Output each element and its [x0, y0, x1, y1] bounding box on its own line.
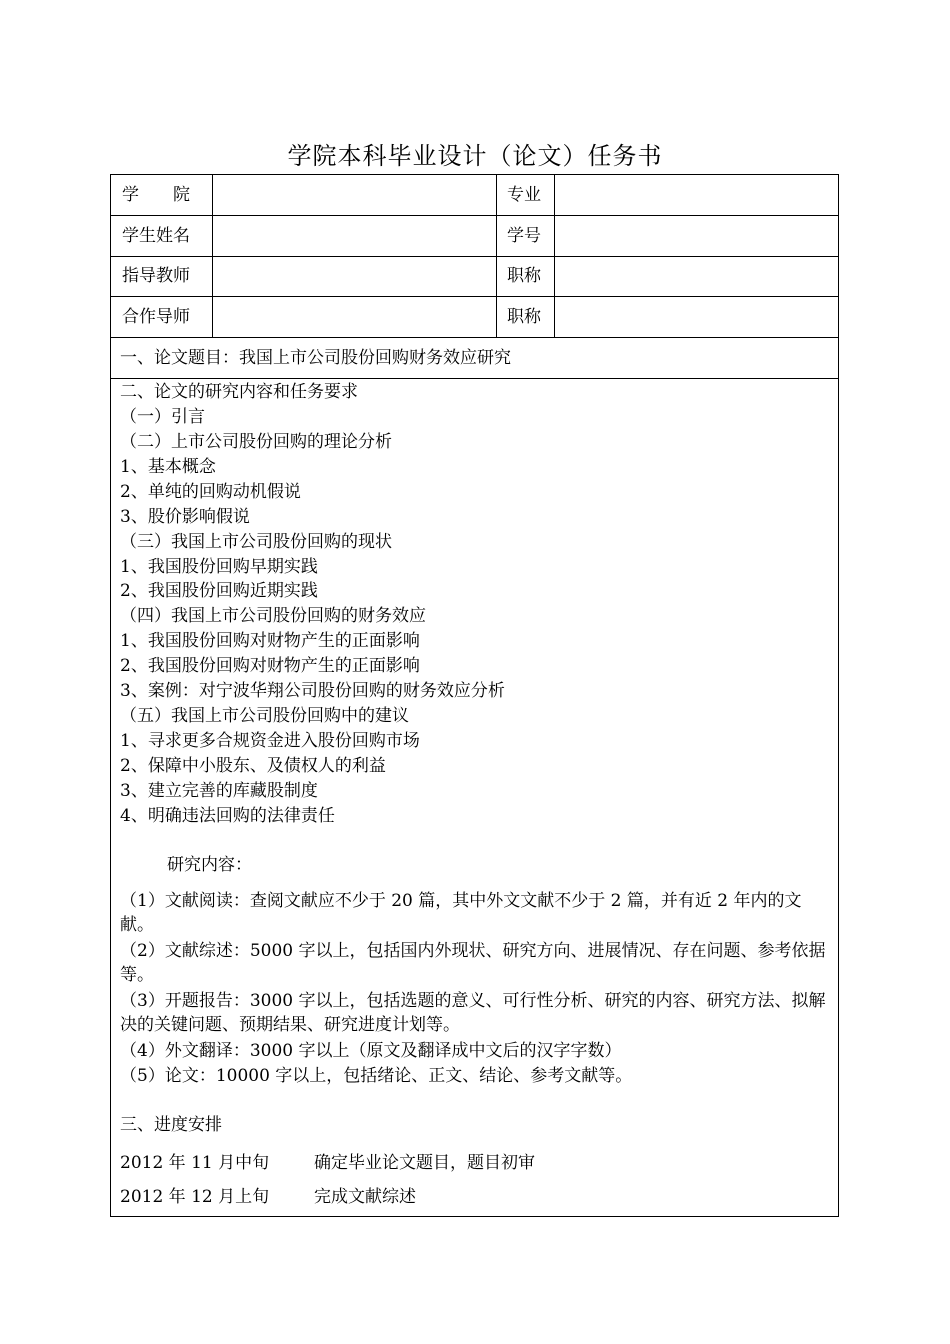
outline-item: 4、明确违法回购的法律责任 — [120, 806, 335, 826]
thesis-topic: 一、论文题目：我国上市公司股份回购财务效应研究 — [120, 348, 511, 368]
outline-item: 3、建立完善的库藏股制度 — [120, 781, 318, 801]
outline-item: 1、我国股份回购早期实践 — [120, 557, 318, 577]
outline-item: 1、寻求更多合规资金进入股份回购市场 — [120, 731, 420, 751]
requirement-item: （1）文献阅读：查阅文献应不少于 20 篇，其中外文文献不少于 2 篇，并有近 2 年内的文献。 — [120, 891, 802, 935]
outline-item: 3、案例：对宁波华翔公司股份回购的财务效应分析 — [120, 681, 505, 701]
label-advisor-title: 职称 — [507, 266, 541, 286]
outline-item: （三）我国上市公司股份回购的现状 — [120, 532, 392, 552]
outline-item: 2、我国股份回购近期实践 — [120, 581, 318, 601]
requirement-item: （3）开题报告：3000 字以上，包括选题的意义、可行性分析、研究的内容、研究方法、拟解决的关键问题、预期结果、研究进度计划等。 — [120, 991, 826, 1035]
outline-item: 3、股价影响假说 — [120, 507, 250, 527]
outline-item: （四）我国上市公司股份回购的财务效应 — [120, 606, 426, 626]
requirement-item: （4）外文翻译：3000 字以上（原文及翻译成中文后的汉字字数） — [120, 1041, 622, 1061]
task-form-table — [110, 174, 839, 1217]
label-advisor: 指导教师 — [122, 266, 190, 286]
label-co-advisor: 合作导师 — [122, 307, 190, 327]
schedule-date: 2012 年 11 月中旬 — [120, 1153, 270, 1173]
outline-item: 1、基本概念 — [120, 457, 216, 477]
outline-item: （一）引言 — [120, 407, 205, 427]
col-divider — [212, 175, 213, 337]
section2-heading: 二、论文的研究内容和任务要求 — [120, 382, 358, 402]
col-divider — [496, 175, 497, 337]
row-divider — [111, 215, 838, 216]
schedule-date: 2012 年 12 月上旬 — [120, 1187, 270, 1207]
label-student-name: 学生姓名 — [122, 226, 190, 246]
document-title: 学院本科毕业设计（论文）任务书 — [287, 142, 663, 170]
section3-heading: 三、进度安排 — [120, 1115, 222, 1135]
label-college: 学 院 — [122, 185, 190, 205]
outline-item: 2、我国股份回购对财物产生的正面影响 — [120, 656, 420, 676]
row-divider — [111, 337, 838, 338]
outline-item: 2、保障中小股东、及债权人的利益 — [120, 756, 386, 776]
requirement-item: （2）文献综述：5000 字以上，包括国内外现状、研究方向、进展情况、存在问题、参考依据等。 — [120, 941, 826, 985]
outline-item: （二）上市公司股份回购的理论分析 — [120, 432, 392, 452]
row-divider — [111, 296, 838, 297]
row-divider — [111, 378, 838, 379]
schedule-task: 完成文献综述 — [314, 1187, 416, 1207]
label-co-advisor-title: 职称 — [507, 307, 541, 327]
outline-item: 2、单纯的回购动机假说 — [120, 482, 301, 502]
label-major: 专业 — [507, 185, 541, 205]
requirement-item: （5）论文：10000 字以上，包括绪论、正文、结论、参考文献等。 — [120, 1066, 633, 1086]
row-divider — [111, 256, 838, 257]
research-content-label: 研究内容： — [167, 855, 252, 875]
outline-item: 1、我国股份回购对财物产生的正面影响 — [120, 631, 420, 651]
schedule-task: 确定毕业论文题目，题目初审 — [314, 1153, 535, 1173]
col-divider — [554, 175, 555, 337]
label-student-id: 学号 — [507, 226, 541, 246]
outline-item: （五）我国上市公司股份回购中的建议 — [120, 706, 409, 726]
